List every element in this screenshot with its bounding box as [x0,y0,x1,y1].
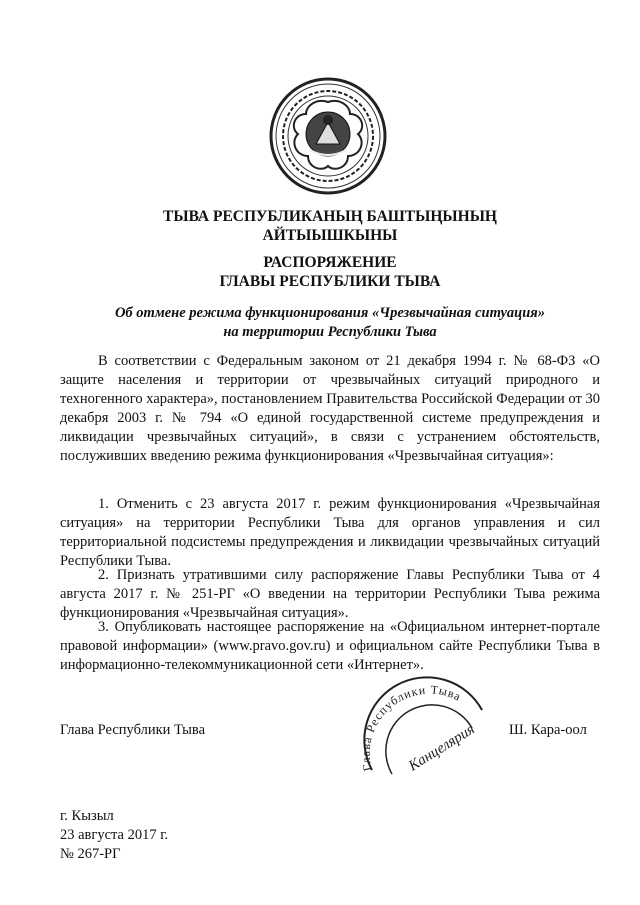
title-line-2: на территории Республики Тыва [223,324,437,340]
signature-position: Глава Республики Тыва [60,722,206,738]
office-stamp [350,670,500,780]
issuer: ГЛАВЫ РЕСПУБЛИКИ ТЫВА [219,273,441,290]
header-line-2: АЙТЫЫШКЫНЫ [262,227,398,244]
item-2-paragraph: 2. Признать утратившими силу распоряжение Главы Республики Тыва от 4 августа 2017 г. № 251-РГ «О введении на территории Республики Тыва режима функционирования «Чрезвычайная ситуация». [60,567,600,621]
signature-name: Ш. Кара-оол [509,722,587,738]
footer-number: № 267-РГ [60,846,121,862]
emblem-icon [268,76,388,196]
document-type: РАСПОРЯЖЕНИЕ [263,254,397,271]
title-line-1: Об отмене режима функционирования «Чрезвычайная ситуация» [114,305,546,321]
stamp-inner-text: Канцелярия [405,721,478,775]
stamp-outer-text: Глава Республики Тыва [358,682,464,773]
preamble-paragraph: В соответствии с Федеральным законом от 21 декабря 1994 г. № 68-ФЗ «О защите населения и территории от чрезвычайных ситуаций природного и техногенного характера», постановлением Правительства Российской Федерации от 30 декабря 2003 г. № 794 «О единой государственной системе предупреждения и ликвидации чрезвычайных ситуаций», в связи с устранением обстоятельств, послуживших введению режима функционирования «Чрезвычайная ситуация»: [60,353,600,464]
item-3-paragraph: 3. Опубликовать настоящее распоряжение на «Официальном интернет-портале правовой информации» (www.pravo.gov.ru) и официальном сайте Республики Тыва в информационно-телекоммуникационной сети «Интернет». [60,619,600,673]
footer-date: 23 августа 2017 г. [60,827,169,843]
item-1-paragraph: 1. Отменить с 23 августа 2017 г. режим функционирования «Чрезвычайная ситуация» на территории Республики Тыва для органов управления и сил территориальной подсистемы предупреждения и ликвидации чрезвычайных ситуаций Республики Тыва. [60,496,600,569]
header-line-1: ТЫВА РЕСПУБЛИКАНЫҢ БАШТЫҢЫНЫҢ [163,208,497,225]
footer-city: г. Кызыл [60,808,114,824]
